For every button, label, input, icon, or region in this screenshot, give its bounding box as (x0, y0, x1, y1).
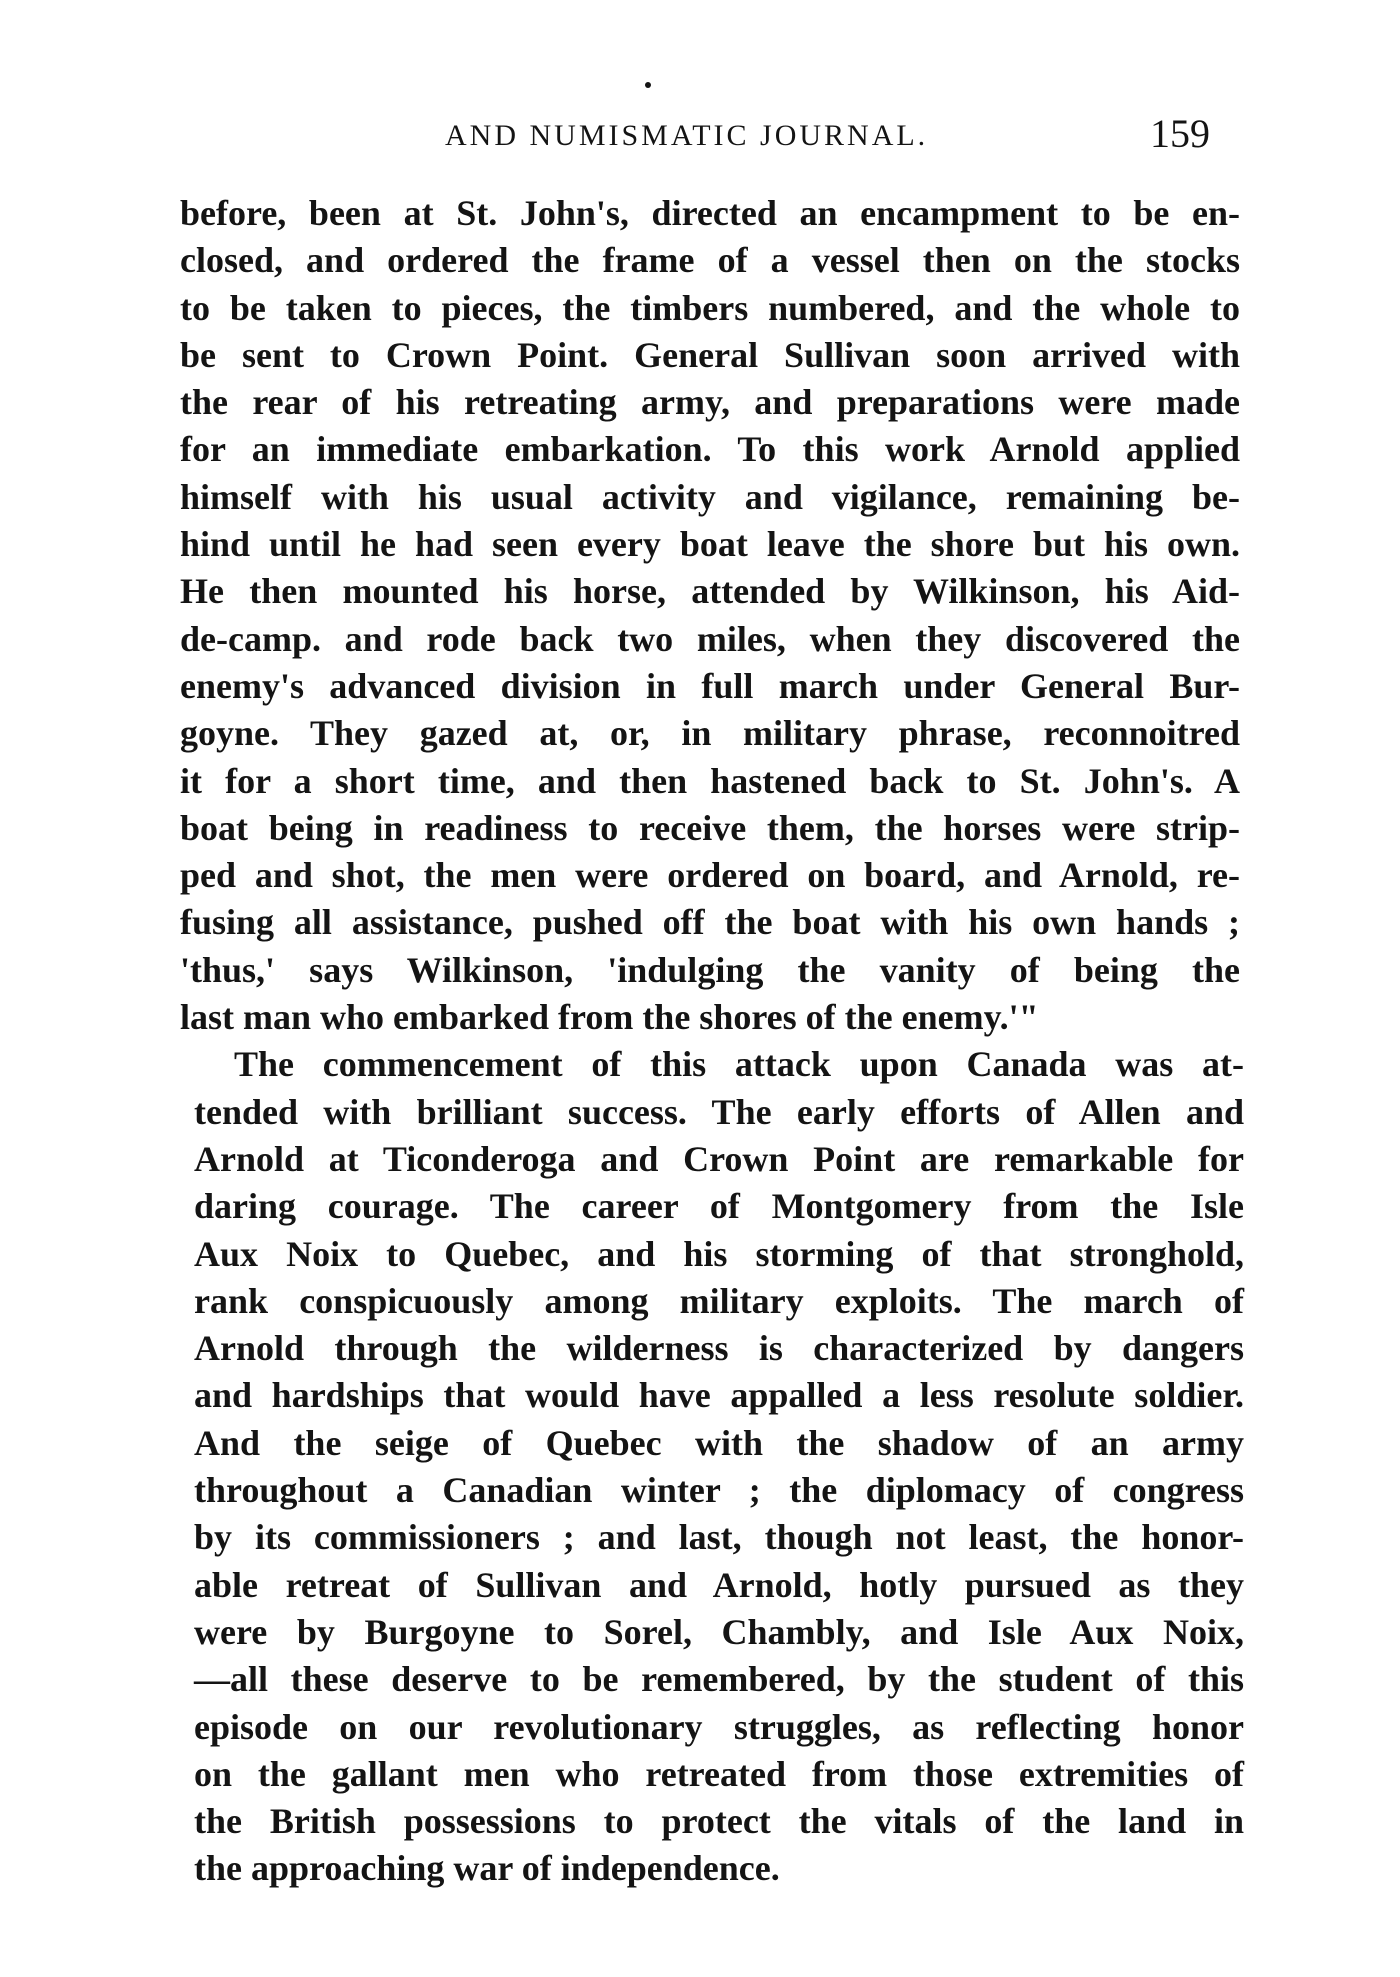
page-number: 159 (1150, 111, 1210, 156)
text-line: fusing all assistance, pushed off the boat with his own hands ; (180, 902, 1240, 943)
text-line: last man who embarked from the shores of the enemy.'" (180, 997, 1039, 1038)
text-line: tended with brilliant success. The early efforts of Allen and (194, 1091, 1244, 1132)
text-line: The commencement of this attack upon Canada was at- (234, 1044, 1244, 1085)
text-line: for an immediate embarkation. To this work Arnold applied (180, 429, 1240, 470)
text-line: the approaching war of independence. (194, 1848, 780, 1889)
text-line: closed, and ordered the frame of a vessel then on the stocks (180, 240, 1240, 281)
text-line: rank conspicuously among military exploits. The march of (194, 1280, 1244, 1321)
paragraph-1 (180, 190, 1240, 1041)
text-line: 'thus,' says Wilkinson, 'indulging the vanity of being the (180, 949, 1240, 990)
text-line: ped and shot, the men were ordered on board, and Arnold, re- (180, 855, 1240, 896)
text-line: throughout a Canadian winter ; the diplomacy of congress (194, 1470, 1244, 1511)
text-line: boat being in readiness to receive them, the horses were strip- (180, 807, 1240, 848)
text-line: before, been at St. John's, directed an encampment to be en- (180, 193, 1240, 233)
text-line: Arnold at Ticonderoga and Crown Point are remarkable for (194, 1138, 1244, 1179)
text-line: the British possessions to protect the vitals of the land in (194, 1801, 1244, 1842)
ink-speck (645, 82, 651, 88)
text-line: were by Burgoyne to Sorel, Chambly, and Isle Aux Noix, (194, 1611, 1244, 1652)
text-line: episode on our revolutionary struggles, as reflecting honor (194, 1706, 1244, 1747)
text-line: Aux Noix to Quebec, and his storming of that stronghold, (194, 1233, 1244, 1274)
text-line: himself with his usual activity and vigilance, remaining be- (180, 476, 1240, 517)
text-line: on the gallant men who retreated from those extremities of (194, 1753, 1244, 1794)
text-line: to be taken to pieces, the timbers numbered, and the whole to (180, 287, 1240, 328)
text-line: He then mounted his horse, attended by Wilkinson, his Aid- (180, 571, 1240, 612)
text-line: Arnold through the wilderness is characterized by dangers (194, 1328, 1244, 1369)
text-line: de-camp. and rode back two miles, when they discovered the (180, 618, 1240, 659)
text-line: be sent to Crown Point. General Sullivan soon arrived with (180, 334, 1240, 375)
text-line: —all these deserve to be remembered, by the student of this (194, 1659, 1244, 1700)
text-line: goyne. They gazed at, or, in military phrase, reconnoitred (180, 713, 1240, 754)
text-line: daring courage. The career of Montgomery from the Isle (194, 1186, 1244, 1227)
body-text (180, 190, 1244, 1893)
text-line: able retreat of Sullivan and Arnold, hotly pursued as they (194, 1564, 1244, 1605)
text-line: enemy's advanced division in full march under General Bur- (180, 665, 1240, 706)
text-line: And the seige of Quebec with the shadow of an army (194, 1422, 1244, 1463)
text-line: the rear of his retreating army, and preparations were made (180, 382, 1240, 423)
text-line: and hardships that would have appalled a less resolute soldier. (194, 1375, 1244, 1416)
paragraph-2 (194, 1041, 1244, 1892)
running-head: AND NUMISMATIC JOURNAL. (445, 119, 929, 152)
text-line: by its commissioners ; and last, though not least, the honor- (194, 1517, 1244, 1558)
text-line: it for a short time, and then hastened back to St. John's. A (180, 760, 1240, 801)
text-line: hind until he had seen every boat leave the shore but his own. (180, 524, 1240, 565)
